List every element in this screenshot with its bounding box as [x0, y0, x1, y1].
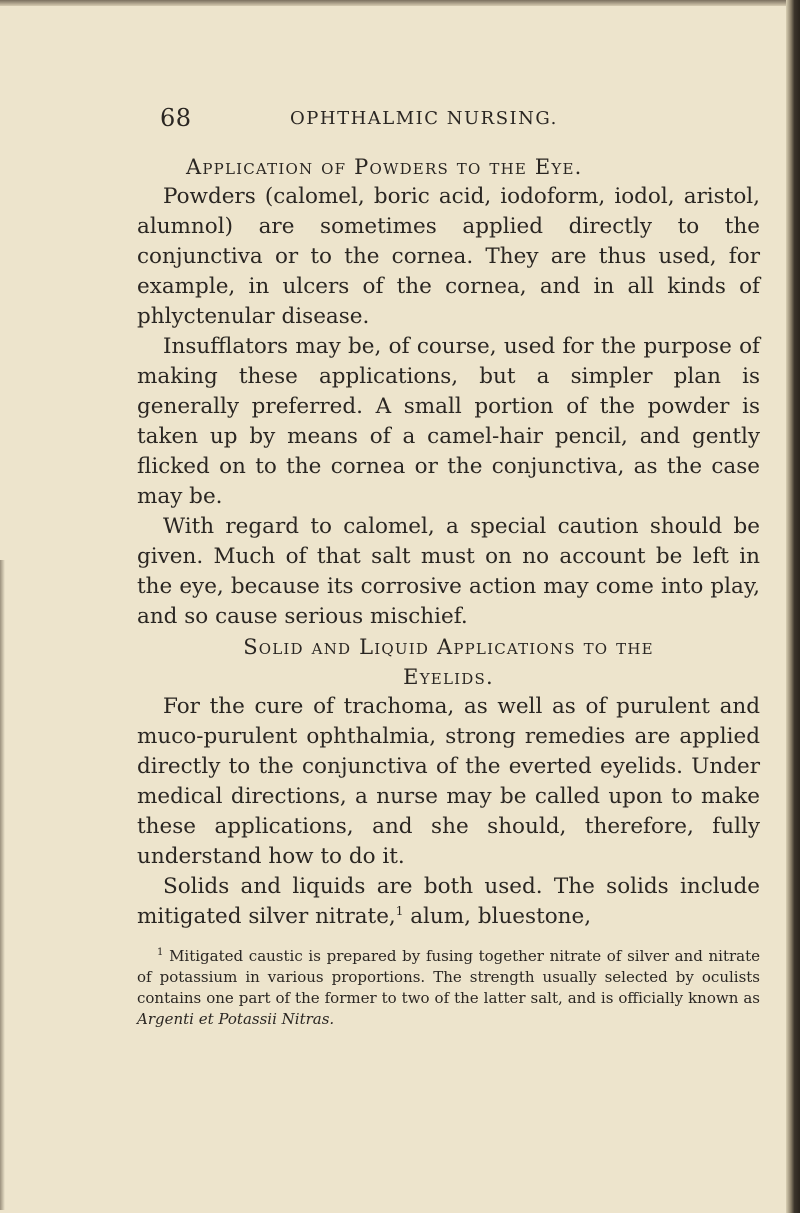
- body-text: [137, 152, 760, 1045]
- scan-binding-edge: [786, 0, 800, 1213]
- paragraph-calomel: With regard to calomel, a special caution should be given. Much of that salt must on no account be left in the eye, because its corrosive action may come into play, and so cause serious mischief.: [137, 514, 760, 629]
- footnote-marker: 1: [157, 947, 164, 958]
- section-heading-powders: Application of Powders to the Eye.: [186, 155, 583, 179]
- page-number: 68: [160, 104, 192, 132]
- paragraph-solids-text: Solids and liquids are both used. The solids include mitigated silver nitrate,: [137, 874, 760, 929]
- section-heading-eyelids-line2: Eyelids.: [403, 665, 494, 689]
- footnote-reference: 1: [395, 903, 404, 918]
- footnote-italic-text: Argenti et Potassii Nitras.: [137, 1010, 335, 1028]
- paragraph-powders: Powders (calomel, boric acid, iodoform, iodol, aristol, alumnol) are sometimes applied directly to the conjunctiva or to the cornea. They are thus used, for example, in ulcers of the cornea, and in all kinds of phlyctenular disease.: [137, 184, 760, 329]
- paragraph-solids-text-end: alum, bluestone,: [403, 904, 592, 929]
- paragraph-trachoma: For the cure of trachoma, as well as of purulent and muco-purulent ophthalmia, strong remedies are applied directly to the conjunctiva of the everted eyelids. Under medical directions, a nurse may be called upon to make these applications, and she should, therefore, fully understand how to do it.: [137, 694, 760, 869]
- footnote: [137, 946, 760, 1030]
- page-header: [160, 104, 760, 134]
- paragraph-solids: [137, 872, 760, 932]
- running-head: OPHTHALMIC NURSING.: [290, 108, 558, 129]
- footnote-text: Mitigated caustic is prepared by fusing together nitrate of silver and nitrate of potassium in various proportions. The strength usually selected by oculists contains one part of the former to two of the latter salt, and is officially known as: [137, 947, 760, 1007]
- section-heading-eyelids-line1: Solid and Liquid Applications to the: [243, 635, 654, 659]
- paragraph-insufflators: Insufflators may be, of course, used for the purpose of making these applications, but a simpler plan is generally preferred. A small portion of the powder is taken up by means of a camel-hair pencil, and gently flicked on to the cornea or the conjunctiva, as the case may be.: [137, 334, 760, 509]
